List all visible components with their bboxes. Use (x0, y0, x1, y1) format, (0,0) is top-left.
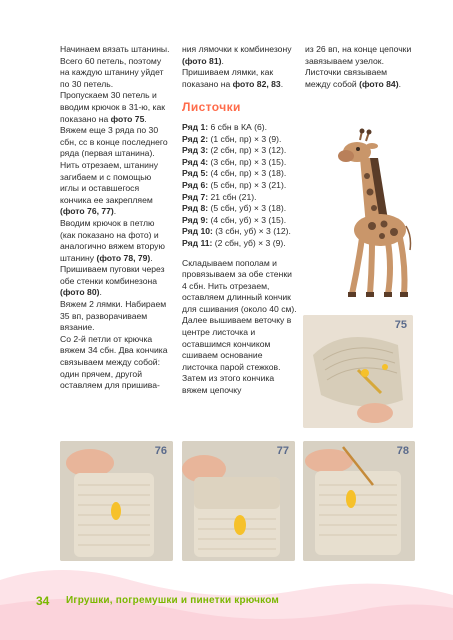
page-number: 34 (36, 594, 50, 608)
giraffe-illustration (322, 126, 412, 304)
photo-76 (60, 441, 173, 561)
list-item: Ряд 8: (5 сбн, уб) × 3 (18). (182, 203, 287, 214)
paragraph: Вводим крючок в петлю (как показано на фото) и аналогично вяжем вторую штанину (фото 78, 79). (60, 217, 165, 263)
photo-78 (303, 441, 415, 561)
paragraph: Пропускаем 30 петель и вводим крючок в 31-ю, как показано на фото 75. (60, 90, 166, 124)
list-item: Ряд 3: (2 сбн, пр) × 3 (12). (182, 145, 287, 156)
list-item: Ряд 6: (5 сбн, пр) × 3 (21). (182, 179, 287, 190)
list-item: Ряд 11: (2 сбн, уб) × 3 (9). (182, 237, 286, 248)
paragraph: Со 2-й петли от крючка вяжем 34 сбн. Два кончика связываем между собой: один прячем, другой оставляем для пришива- (60, 333, 168, 391)
text-column-3 (305, 44, 415, 90)
paragraph: Складываем пополам и провязываем за обе стенки 4 сбн. Нить отрезаем, оставляем длинный кончик для сшивания (около 40 см). Далее вышиваем веточку в центре листочка и оставшимся кончиком сшиваем основание листочка парой стежков. Затем из этого кончика вяжем цепочку (182, 257, 297, 396)
paragraph: Вяжем еще 3 ряда по 30 сбн, сс в конце последнего ряда (первая штанина). Нить отрезаем, штанину загибаем и с помощью иглы и оставшегося кончика ее закрепляем (фото 76, 77). (60, 125, 168, 217)
photo-number: 77 (276, 445, 289, 457)
list-item: Ряд 2: (1 сбн, пр) × 3 (9). (182, 133, 282, 144)
paragraph: Вяжем 2 лямки. Набираем 35 вп, разворачиваем вязание. (60, 299, 167, 333)
photo-number: 75 (394, 319, 407, 331)
list-item: Ряд 9: (4 сбн, уб) × 3 (15). (182, 214, 287, 225)
list-item: Ряд 1: 6 сбн в КА (6). (182, 121, 268, 132)
page-footer (0, 592, 453, 610)
photo-number: 76 (154, 445, 167, 457)
book-title: Игрушки, погремушки и пинетки крючком (66, 595, 280, 606)
text-column-1 (60, 44, 172, 392)
paragraph: Пришиваем пуговки через обе стенки комбинезона (фото 80). (60, 264, 165, 298)
text-column-2 (182, 44, 297, 397)
section-heading: Листочки (182, 100, 241, 115)
paragraph: ния лямочки к комбинезону (фото 81). (182, 44, 292, 66)
photo-77 (182, 441, 295, 561)
list-item: Ряд 4: (3 сбн, пр) × 3 (15). (182, 156, 287, 167)
paragraph: Пришиваем лямки, как показано на фото 82, 83. (182, 67, 284, 89)
photo-75 (303, 315, 413, 428)
list-item: Ряд 10: (3 сбн, уб) × 3 (12). (182, 226, 291, 237)
rows-list (182, 122, 297, 250)
photo-number: 78 (396, 445, 409, 457)
paragraph: Начинаем вязать штанины. Всего 60 петель, поэтому на каждую штанину уйдет по 30 петель. (60, 44, 170, 89)
list-item: Ряд 7: 21 сбн (21). (182, 191, 257, 202)
paragraph: из 26 вп, на конце цепочки завязываем узелок. Листочки связываем между собой (фото 84). (305, 44, 412, 89)
list-item: Ряд 5: (4 сбн, пр) × 3 (18). (182, 168, 287, 179)
